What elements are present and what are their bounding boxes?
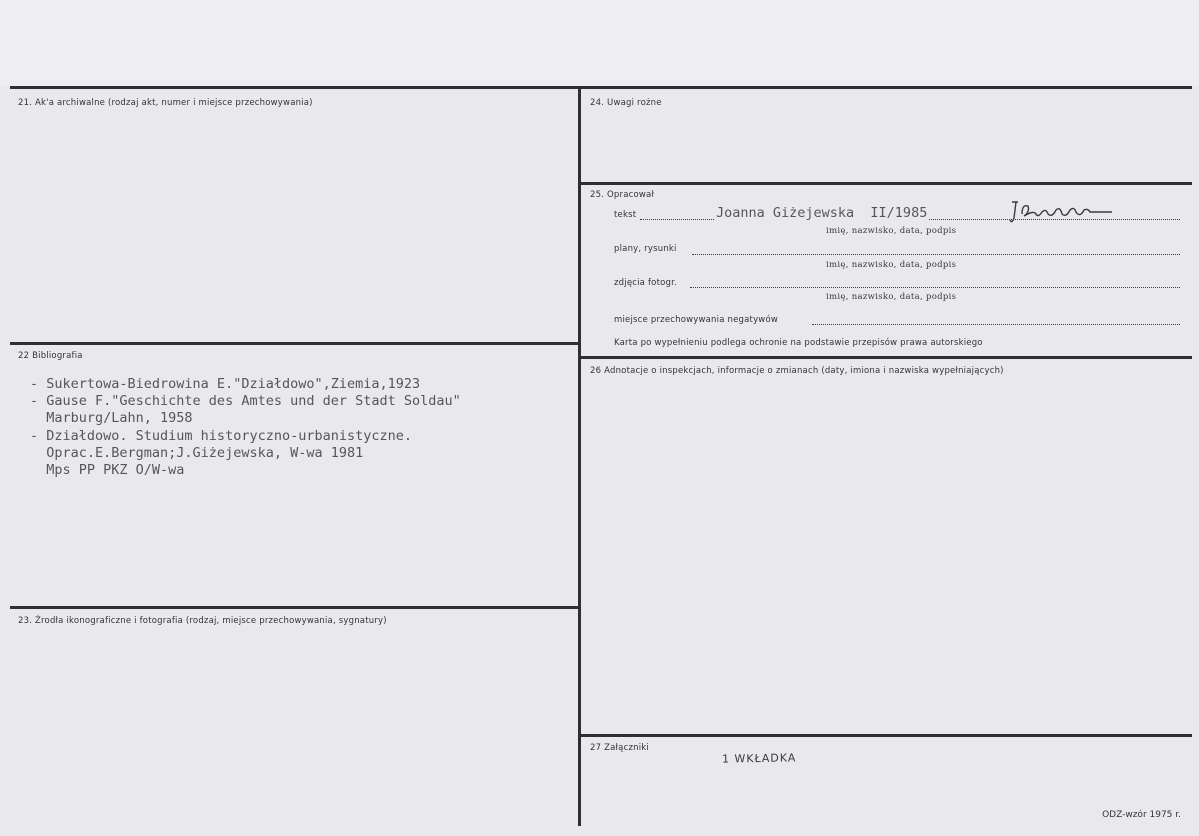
section-23-label: 23. Źrodła ikonograficzne i fotografia (rodzaj, miejsce przechowywania, sygnatury) [18,616,387,626]
bibliography-line: Mps PP PKZ O/W-wa [30,462,185,478]
center-divider [578,86,581,826]
bibliography-line: Marburg/Lahn, 1958 [30,410,193,426]
rule-26-27 [581,734,1192,737]
rule-25-26 [581,356,1192,359]
negatywy-line [812,324,1180,325]
form-code: ODZ-wzór 1975 r. [1102,810,1181,820]
rule-22-23 [10,606,578,609]
plany-label: plany, rysunki [614,244,677,254]
section-24-label: 24. Uwagi rożne [590,98,662,108]
bibliography-line: Oprac.E.Bergman;J.Giżejewska, W-wa 1981 [30,445,364,461]
copyright-notice: Karta po wypełnieniu podlega ochronie na podstawie przepisów prawa autorskiego [614,338,983,348]
section-22-label: 22 Bibliografia [18,351,83,361]
negatywy-label: miejsce przechowywania negatywów [614,315,778,325]
plany-line [692,254,1180,255]
tekst-sublabel: imię, nazwisko, data, podpis [826,226,957,236]
tekst-label: tekst [614,210,637,220]
plany-sublabel: imię, nazwisko, data, podpis [826,260,957,270]
zdjecia-line [690,287,1180,288]
rule-24-25 [581,182,1192,185]
zdjecia-label: zdjęcia fotogr. [614,278,677,288]
section-25-label: 25. Opracował [590,190,655,200]
card-top-band [0,0,1199,86]
zdjecia-sublabel: imię, nazwisko, data, podpis [826,292,957,302]
signature-image [1008,196,1118,228]
rule-21-22 [10,342,578,345]
attachments-handwritten: 1 WKŁADKA [721,751,797,766]
section-26-label: 26 Adnotacje o inspekcjach, informacje o zmianach (daty, imiona i nazwiska wypełniających) [590,366,1004,376]
bibliography-line: - Gause F."Geschichte des Amtes und der Stadt Soldau" [30,393,461,409]
bibliography-line: - Sukertowa-Biedrowina E."Działdowo",Ziemia,1923 [30,376,421,392]
section-21-label: 21. Ak'a archiwalne (rodzaj akt, numer i miejsce przechowywania) [18,98,313,108]
bibliography-line: - Działdowo. Studium historyczno-urbanistyczne. [30,428,413,444]
section-27-label: 27 Załączniki [590,743,649,753]
top-rule [10,86,1192,89]
tekst-value: Joanna Giżejewska II/1985 [716,205,928,221]
